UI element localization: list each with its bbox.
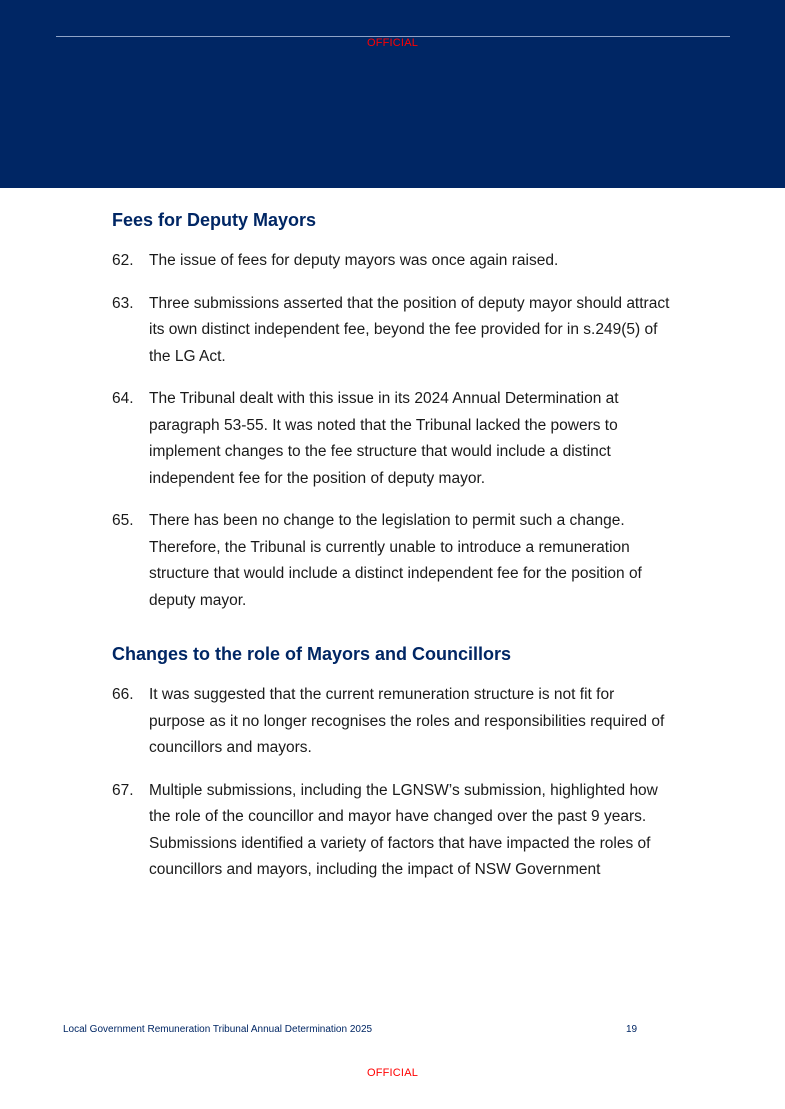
header-banner	[0, 0, 785, 188]
footer-document-title: Local Government Remuneration Tribunal Annual Determination 2025	[63, 1024, 373, 1035]
security-marking-top: OFFICIAL	[366, 37, 419, 49]
paragraph-text: It was suggested that the current remuneration structure is not fit for purpose as it no longer recognises the roles and responsibilities required of councillors and mayors.	[149, 686, 665, 756]
page-content	[112, 206, 672, 900]
paragraph-number: 66.	[112, 686, 134, 703]
paragraph-text: Three submissions asserted that the position of deputy mayor should attract its own distinct independent fee, beyond the fee provided for in s.249(5) of the LG Act.	[149, 294, 670, 365]
section-heading-deputy-mayors: Fees for Deputy Mayors	[112, 210, 317, 230]
paragraph-67	[112, 778, 672, 884]
security-marking-bottom: OFFICIAL	[366, 1067, 419, 1079]
paragraph-text: Multiple submissions, including the LGNSW’s submission, highlighted how the role of the councillor and mayor have changed over the past 9 years. Submissions identified a variety of factors that have impacted the roles of councillors and mayors, including the impact of NSW Government	[149, 781, 658, 878]
paragraph-62	[112, 248, 672, 275]
section-heading-role-changes: Changes to the role of Mayors and Councillors	[112, 644, 512, 664]
paragraph-text: The Tribunal dealt with this issue in its 2024 Annual Determination at paragraph 53-55. It was noted that the Tribunal lacked the powers to implement changes to the fee structure that would include a distinct independent fee for the position of deputy mayor.	[149, 390, 619, 487]
paragraph-text: There has been no change to the legislation to permit such a change. Therefore, the Tribunal is currently unable to introduce a remuneration structure that would include a distinct independent fee for the position of deputy mayor.	[149, 512, 642, 609]
paragraph-63	[112, 291, 672, 371]
paragraph-64	[112, 386, 672, 492]
paragraph-number: 67.	[112, 781, 134, 799]
paragraph-number: 63.	[112, 294, 134, 312]
paragraph-number: 65.	[112, 512, 134, 529]
footer-page-number: 19	[626, 1024, 638, 1035]
paragraph-text: The issue of fees for deputy mayors was once again raised.	[149, 252, 559, 269]
paragraph-number: 62.	[112, 252, 134, 269]
paragraph-66	[112, 682, 672, 762]
paragraph-65	[112, 508, 672, 614]
paragraph-number: 64.	[112, 390, 134, 407]
